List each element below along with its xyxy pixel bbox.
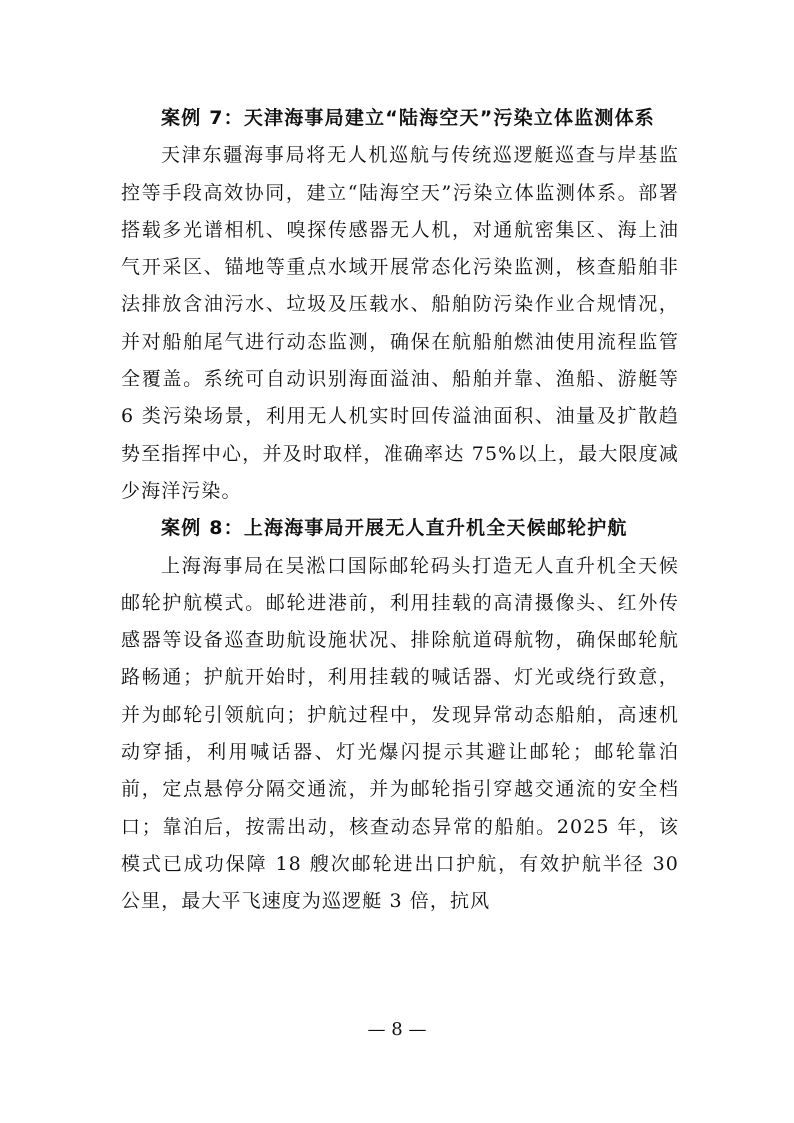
- case-8-heading: 案例 8：上海海事局开展无人直升机全天候邮轮护航: [161, 517, 628, 540]
- document-content: [121, 100, 679, 921]
- case-7-heading: 案例 7：天津海事局建立“陆海空天”污染立体监测体系: [161, 107, 656, 129]
- case-7-body: 天津东疆海事局将无人机巡航与传统巡逻艇巡查与岸基监控等手段高效协同，建立“陆海空天”污染立体监测体系。部署搭载多光谱相机、嗅探传感器无人机，对通航密集区、海上油气开采区、锚地等重点水域开展常态化污染监测，核查船舶非法排放含油污水、垃圾及压载水、船舶防污染作业合规情况，并对船舶尾气进行动态监测，确保在航船舶燃油使用流程监管全覆盖。系统可自动识别海面溢油、船舶并靠、渔船、游艇等 6 类污染场景，利用无人机实时回传溢油面积、油量及扩散趋势至指挥中心，并及时取样，准确率达 75%以上，最大限度减少海洋污染。: [121, 144, 679, 502]
- page-number: — 8 —: [367, 1019, 427, 1040]
- case-8-body: 上海海事局在吴淞口国际邮轮码头打造无人直升机全天候邮轮护航模式。邮轮进港前，利用挂载的高清摄像头、红外传感器等设备巡查助航设施状况、排除航道碍航物，确保邮轮航路畅通；护航开始时，利用挂载的喊话器、灯光或绕行致意，并为邮轮引领航向；护航过程中，发现异常动态船舶，高速机动穿插，利用喊话器、灯光爆闪提示其避让邮轮；邮轮靠泊前，定点悬停分隔交通流，并为邮轮指引穿越交通流的安全档口；靠泊后，按需出动，核查动态异常的船舶。2025 年，该模式已成功保障 18 艘次邮轮进出口护航，有效护航半径 30 公里，最大平飞速度为巡逻艇 3 倍，抗风: [121, 554, 679, 913]
